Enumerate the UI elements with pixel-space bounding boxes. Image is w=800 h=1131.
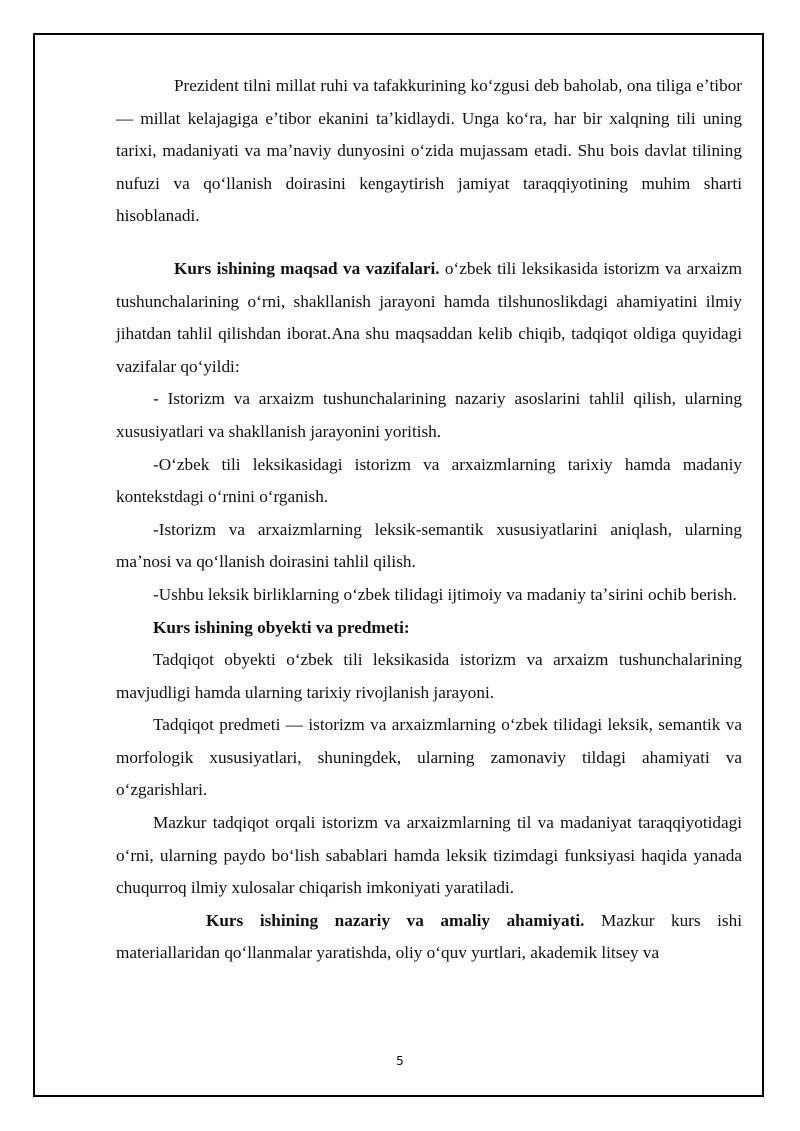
task-item-3: -Istorizm va arxaizmlarning leksik-semantik xususiyatlarini aniqlash, ularning maʼnosi va qoʻllanish doirasini tahlil qilish.	[116, 519, 742, 572]
page-number: 5	[396, 1054, 404, 1068]
paragraph-subject: Tadqiqot predmeti — istorizm va arxaizmlarning oʻzbek tilidagi leksik, semantik va morfologik xususiyatlari, shuningdek, ularning zamonaviy tildagi ahamiyati va oʻzgarishlari.	[116, 715, 742, 800]
section-heading-significance: Kurs ishining nazariy va amaliy ahamiyati.	[206, 910, 585, 930]
paragraph-conclusion: Mazkur tadqiqot orqali istorizm va arxaizmlarning til va madaniyat taraqqiyotidagi oʻrni, ularning paydo boʻlish sabablari hamda leksik tizimdagi funksiyasi haqida yanada chuqurroq ilmiy xulosalar chiqarish imkoniyati yaratiladi.	[116, 813, 742, 898]
document-body	[116, 70, 742, 970]
section-heading-goals: Kurs ishining maqsad va vazifalari.	[174, 258, 440, 278]
task-item-4: -Ushbu leksik birliklarning oʻzbek tilidagi ijtimoiy va madaniy taʼsirini ochib berish.	[153, 584, 737, 604]
paragraph-intro: Prezident tilni millat ruhi va tafakkurining koʻzgusi deb baholab, ona tiliga eʼtibor — millat kelajagiga eʼtibor ekanini taʼkidlaydi. Unga koʻra, har bir xalqning tili uning tarixi, madaniyati va maʼnaviy dunyosini oʻzida mujassam etadi. Shu bois davlat tilining nufuzi va qoʻllanish doirasini kengaytirish jamiyat taraqqiyotining muhim sharti hisoblanadi.	[116, 76, 742, 226]
paragraph-significance	[116, 905, 742, 970]
significance-text: Mazkur kurs ishi materiallaridan qoʻllanmalar yaratishda, oliy oʻquv yurtlari, akademik litsey va	[116, 910, 742, 963]
task-item-1: - Istorizm va arxaizm tushunchalarining nazariy asoslarini tahlil qilish, ularning xususiyatlari va shakllanish jarayonini yoritish.	[116, 389, 742, 441]
task-item-2: -Oʻzbek tili leksikasidagi istorizm va arxaizmlarning tarixiy hamda madaniy kontekstdagi oʻrnini oʻrganish.	[116, 454, 742, 507]
paragraph-goals	[116, 253, 742, 383]
paragraph-gap	[116, 233, 742, 253]
paragraph-object: Tadqiqot obyekti oʻzbek tili leksikasida istorizm va arxaizm tushunchalarining mavjudligi hamda ularning tarixiy rivojlanish jarayoni.	[116, 650, 742, 702]
goals-text: oʻzbek tili leksikasida istorizm va arxaizm tushunchalarining oʻrni, shakllanish jarayoni hamda tilshunoslikdagi ahamiyatini ilmiy jihatdan tahlil qilishdan iborat.Ana shu maqsaddan kelib chiqib, tadqiqot oldiga quyidagi vazifalar qoʻyildi:	[116, 258, 742, 376]
section-heading-object: Kurs ishining obyekti va predmeti:	[153, 617, 410, 637]
